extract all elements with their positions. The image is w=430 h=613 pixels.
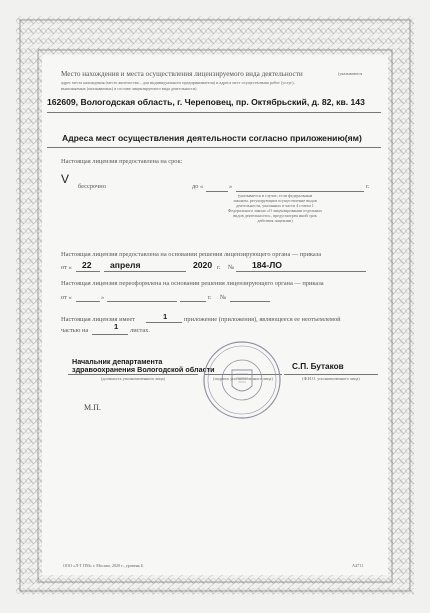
until-label: до « xyxy=(192,183,204,190)
signer-name: С.П. Бутаков xyxy=(292,362,344,371)
indefinite-label: бессрочно xyxy=(78,183,106,190)
annex-text-4: листах. xyxy=(130,327,150,334)
position-line xyxy=(68,374,198,375)
annex-count: 1 xyxy=(163,312,168,321)
checkbox-indefinite: V xyxy=(61,172,70,186)
reissue-close: » xyxy=(101,294,105,301)
caption-name: (Ф.И.О. уполномоченного лица) xyxy=(302,376,360,381)
name-line xyxy=(284,374,378,375)
address-underline xyxy=(47,112,381,113)
until-day-line xyxy=(206,191,228,192)
reissue-number-line xyxy=(230,301,270,302)
reissue-month-line xyxy=(107,301,177,302)
location-note-2: адрес места нахождения (место жительства – для индивидуального предпринимателя) и адреса мест осуществления работ (услуг), xyxy=(61,80,295,85)
reissue-text: Настоящая лицензия переоформлена на основании решения лицензирующего органа — приказа xyxy=(61,280,324,287)
annex-text-3: частью на xyxy=(61,327,89,334)
stamp-label: М.П. xyxy=(84,403,101,412)
annex-count-line xyxy=(146,322,182,323)
term-label: Настоящая лицензия предоставлена на срок: xyxy=(61,158,183,165)
basis-month: апреля xyxy=(110,260,141,270)
annex-pages: 1 xyxy=(114,322,119,331)
heading-underline xyxy=(47,147,381,148)
location-note-1: (указываются xyxy=(338,71,363,76)
order-number-line xyxy=(236,271,366,272)
term-note: (указывается в случае, если федеральным законом, регулирующим осуществление видов деятельности, указанных в части 4 статьи 1 Федерального закона «О лицензировании отдельных видов деятельности», предусмотрен иной срок действия лицензии) xyxy=(227,193,323,223)
address-value: 162609, Вологодская область, г. Череповец, пр. Октябрьский, д. 82, кв. 143 xyxy=(47,97,365,107)
reissue-g: г. xyxy=(208,294,212,301)
basis-g: г. xyxy=(217,264,221,271)
until-month-line xyxy=(236,191,364,192)
until-year-suffix: г. xyxy=(366,183,370,190)
signer-title-1: Начальник департамента xyxy=(72,357,163,366)
reissue-year-line xyxy=(180,301,206,302)
reissue-from: от « xyxy=(61,294,72,301)
basis-day-line xyxy=(76,271,100,272)
official-seal xyxy=(202,340,282,420)
footer-left: ООО «Л-Т ПМ» г. Москва, 2020 г., уровень Б xyxy=(63,563,144,568)
annex-pages-line xyxy=(92,334,128,335)
reissue-day-line xyxy=(76,301,100,302)
addresses-heading: Адреса мест осуществления деятельности согласно приложению(ям) xyxy=(62,133,362,143)
until-mid: » xyxy=(229,183,233,190)
footer-right: А4711 xyxy=(352,563,364,568)
reissue-no-label: № xyxy=(220,294,227,301)
signer-title-2: здравоохранения Вологодской области xyxy=(72,365,215,374)
caption-position: (должность уполномоченного лица) xyxy=(100,376,166,381)
basis-day: 22 xyxy=(82,260,92,270)
basis-month-line xyxy=(104,271,186,272)
location-header: Место нахождения и места осуществления лицензируемого вида деятельности xyxy=(61,70,303,78)
basis-year: 2020 xyxy=(193,260,213,270)
annex-text-2: приложение (приложения), являющееся ее неотъемлемой xyxy=(184,316,341,323)
annex-text-1: Настоящая лицензия имеет xyxy=(61,316,136,323)
caption-signature: (подпись уполномоченного лица) xyxy=(213,376,273,381)
order-number: 184-ЛО xyxy=(252,260,282,270)
basis-text: Настоящая лицензия предоставлена на основании решения лицензирующего органа — приказа xyxy=(61,251,322,258)
basis-from: от « xyxy=(61,264,72,271)
location-note-3: выполняемых (оказываемых) в составе лицензируемого вида деятельности) xyxy=(61,86,197,91)
basis-no-label: № xyxy=(228,264,235,271)
